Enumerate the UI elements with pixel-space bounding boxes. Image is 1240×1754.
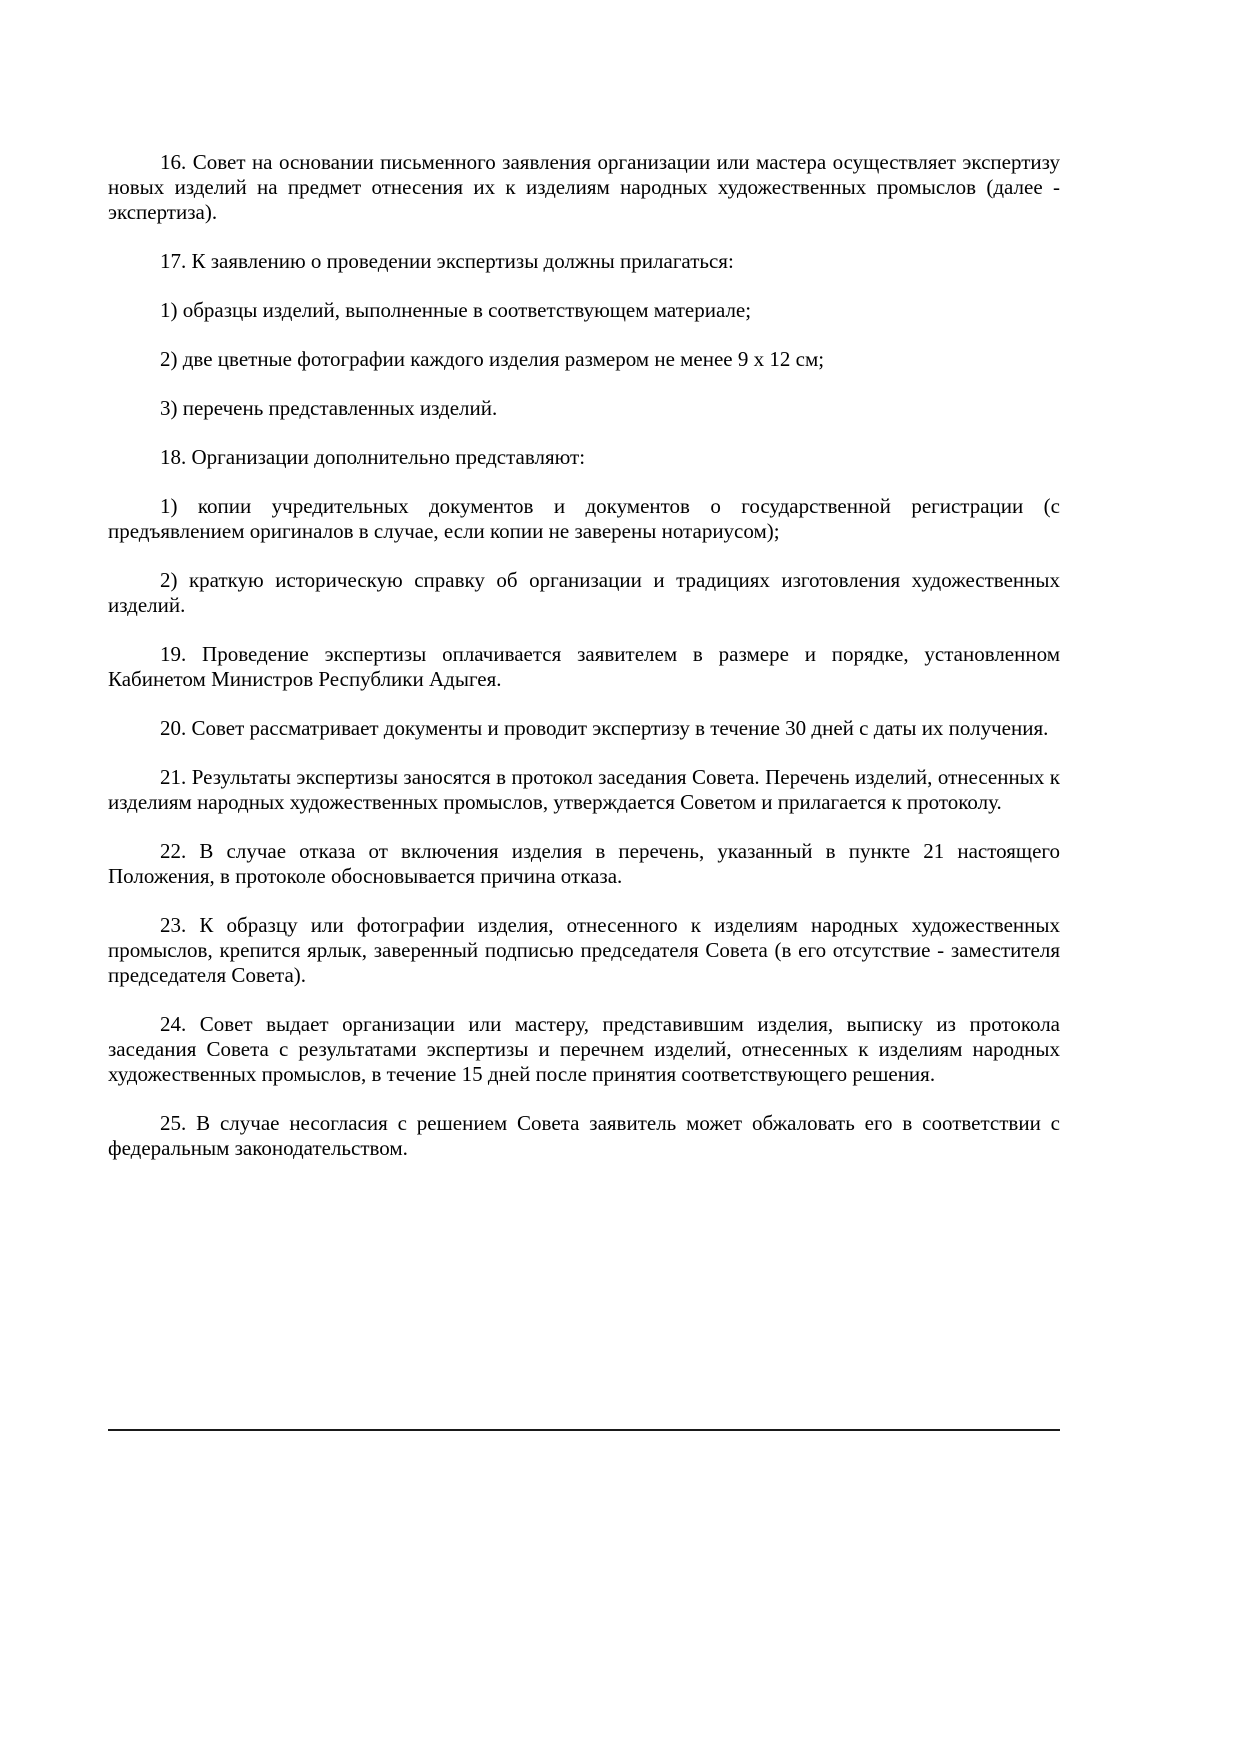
paragraph-17: 17. К заявлению о проведении экспертизы должны прилагаться: (160, 249, 734, 273)
paragraph-18-item-1: 1) копии учредительных документов и документов о государственной регистрации (с предъявлением оригиналов в случае, если копии не заверены нотариусом); (108, 494, 1060, 543)
paragraph-17-item-2: 2) две цветные фотографии каждого изделия размером не менее 9 х 12 см; (160, 347, 825, 371)
paragraph-23: 23. К образцу или фотографии изделия, отнесенного к изделиям народных художественных промыслов, крепится ярлык, заверенный подписью председателя Совета (в его отсутствие - заместителя председателя Совета). (108, 913, 1060, 987)
paragraph-24: 24. Совет выдает организации или мастеру, представившим изделия, выписку из протокола заседания Совета с результатами экспертизы и перечнем изделий, отнесенных к изделиям народных художественных промыслов, в течение 15 дней после принятия соответствующего решения. (108, 1012, 1060, 1086)
paragraph-18: 18. Организации дополнительно представляют: (160, 445, 586, 469)
paragraph-21: 21. Результаты экспертизы заносятся в протокол заседания Совета. Перечень изделий, отнесенных к изделиям народных художественных промыслов, утверждается Советом и прилагается к протоколу. (108, 765, 1060, 814)
paragraph-20: 20. Совет рассматривает документы и проводит экспертизу в течение 30 дней с даты их получения. (160, 716, 1049, 740)
paragraph-17-item-3: 3) перечень представленных изделий. (160, 396, 498, 420)
paragraph-16: 16. Совет на основании письменного заявления организации или мастера осуществляет экспертизу новых изделий на предмет отнесения их к изделиям народных художественных промыслов (далее - экспертиза). (108, 150, 1060, 224)
horizontal-divider (108, 1429, 1060, 1431)
paragraph-18-item-2: 2) краткую историческую справку об организации и традициях изготовления художественных изделий. (108, 568, 1060, 617)
document-body (108, 150, 1060, 1185)
paragraph-22: 22. В случае отказа от включения изделия в перечень, указанный в пункте 21 настоящего Положения, в протоколе обосновывается причина отказа. (108, 839, 1060, 888)
paragraph-25: 25. В случае несогласия с решением Совета заявитель может обжаловать его в соответствии с федеральным законодательством. (108, 1111, 1060, 1160)
paragraph-17-item-1: 1) образцы изделий, выполненные в соответствующем материале; (160, 298, 752, 322)
paragraph-19: 19. Проведение экспертизы оплачивается заявителем в размере и порядке, установленном Кабинетом Министров Республики Адыгея. (108, 642, 1060, 691)
